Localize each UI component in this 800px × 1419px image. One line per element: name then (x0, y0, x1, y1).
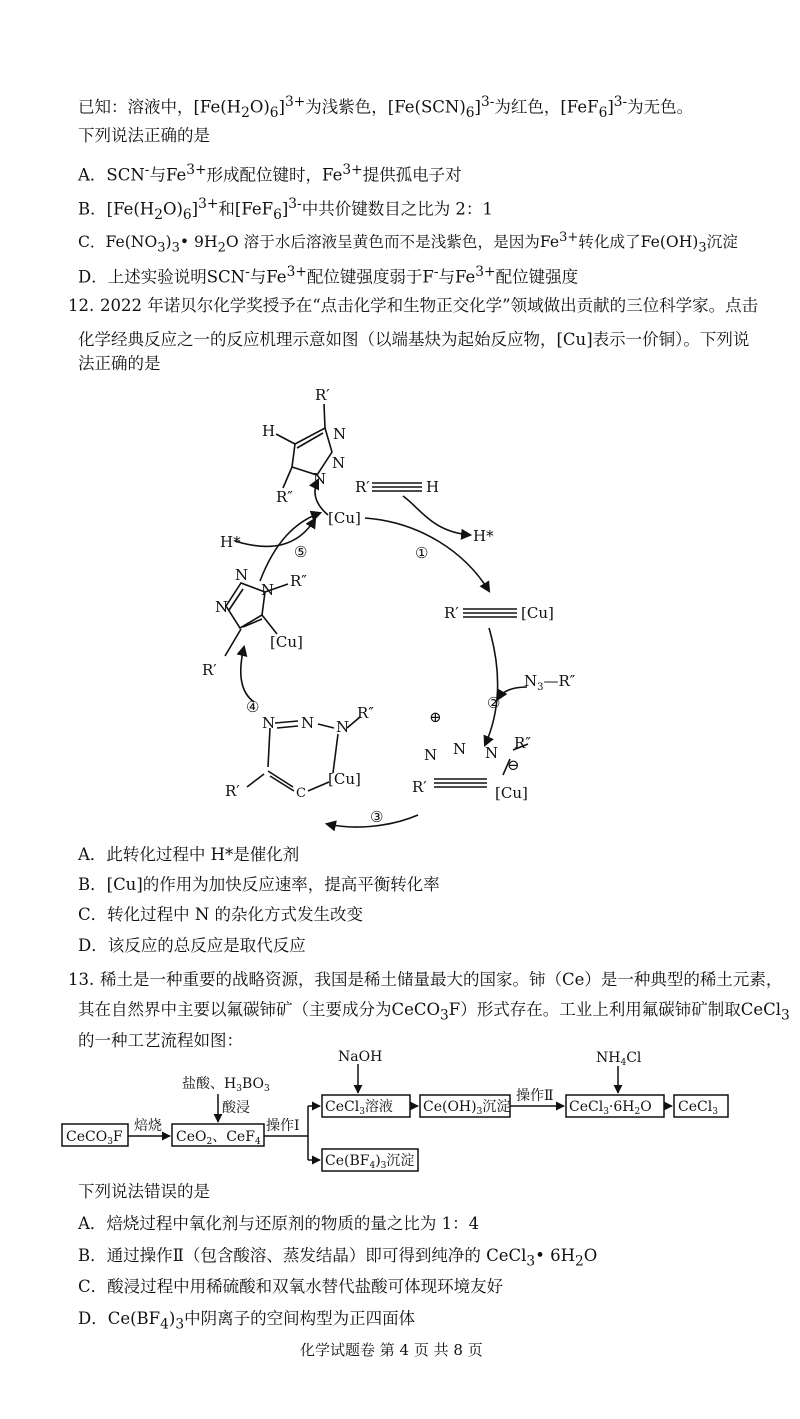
q13-option-d: D．$Ce(BF_4)_3$中阴离子的空间构型为正四面体 (78, 1309, 416, 1333)
q13-option-b: B．通过操作Ⅱ（包含酸溶、蒸发结晶）即可得到纯净的 CeCl$_3$• $6H_2O$ (78, 1246, 598, 1270)
acetylide-cu-label: [Cu] (521, 604, 554, 622)
box4-label: $Ce(OH)_3$沉淀 (423, 1099, 511, 1117)
step5-label: ⑤ (294, 543, 308, 561)
q12-option-c: C．转化过程中 N 的杂化方式发生改变 (78, 905, 364, 924)
triazolide-n-left-label: N (215, 598, 229, 616)
box7-label: $Ce(BF_4)_3$沉淀 (325, 1153, 415, 1171)
q13-stem-line3: 的一种工艺流程如图： (78, 1031, 243, 1050)
azide-reagent-label: $N_3—R''$ (524, 672, 576, 693)
box2-label: CeO$_2$、CeF$_4$ (176, 1129, 261, 1147)
product-triazole-ring (292, 428, 332, 475)
product-r-prime-label: R′ (315, 386, 330, 404)
q12-stem-line1: 2022 年诺贝尔化学奖授予在“点击化学和生物正交化学”领域做出贡献的三位科学家。点击 (100, 296, 759, 315)
alkyne-r-prime-label: R′ (355, 478, 370, 496)
intermediate-cu-label: [Cu] (495, 784, 528, 802)
q13-sub-stem: 下列说法错误的是 (78, 1182, 210, 1201)
leach-label: 酸浸 (222, 1100, 250, 1116)
ring-n1-label: N (262, 714, 276, 732)
ring-n2-label: N (301, 714, 315, 732)
q11-option-c: C．$Fe(NO_3)_3•$ $9H_2O$ 溶于水后溶液呈黄色而不是浅紫色，是因为$Fe^{3+}$转化成了$Fe(OH)_3$沉淀 (78, 230, 738, 256)
azide-plus-charge: ⊕ (429, 708, 442, 726)
box1-label: CeCO$_3$F (66, 1129, 123, 1147)
triazolide-r-double-prime-label: R″ (290, 572, 307, 590)
q11-stem: 下列说法正确的是 (78, 126, 210, 145)
reagent-label: 盐酸、$H_3BO_3$ (182, 1076, 270, 1094)
azide-n2-label: N (453, 740, 467, 758)
catalyst-cu-label: [Cu] (328, 509, 361, 527)
azide-n1-label: N (424, 746, 438, 764)
alkyne-h-label: H (426, 478, 440, 496)
page-footer: 化学试题卷 第 4 页 共 8 页 (300, 1341, 483, 1359)
q13-option-a: A．焙烧过程中氧化剂与还原剂的物质的量之比为 1：4 (78, 1214, 480, 1233)
q13-stem-line2: 其在自然界中主要以氟碳铈矿（主要成分为CeCO$_3$F）形式存在。工业上利用氟碳铈矿制取CeCl$_3$ (78, 1000, 790, 1024)
q11-option-a: A．SCN-与$Fe^{3+}$形成配位键时，$Fe^{3+}$提供孤电子对 (78, 162, 462, 185)
h-star-release-label: H* (473, 527, 494, 545)
q11-option-d: D．上述实验说明SCN-与$Fe^{3+}$配位键强度弱于F-与$Fe^{3+}$配位键强度 (78, 264, 579, 287)
product-n3-label: N (333, 425, 347, 443)
q12-number: 12. (68, 296, 95, 315)
operation1-label: 操作Ⅰ (266, 1118, 300, 1134)
q11-option-b: B．$[Fe(H_2O)_6]^{3+}$和$[FeF_6]^{3-}$中共价键数目之比为 2：1 (78, 196, 493, 223)
cerium-process-flowchart (58, 1048, 738, 1178)
q12-option-a: A．此转化过程中 H*是催化剂 (78, 845, 300, 864)
acetylide-r-prime-label: R′ (444, 604, 459, 622)
product-r-double-prime-label: R″ (276, 488, 293, 506)
azide-entry-arrow (498, 687, 527, 699)
product-h-label: H (262, 422, 276, 440)
q12-option-b: B．[Cu]的作用为加快反应速率，提高平衡转化率 (78, 875, 440, 894)
ring-n3-label: N (336, 718, 350, 736)
azide-n3-label: N (485, 744, 499, 762)
ring-r-double-prime-label: R″ (357, 704, 374, 722)
click-chemistry-mechanism-diagram (180, 372, 600, 832)
h-star-entry-label: H* (220, 533, 241, 551)
step1-label: ① (415, 544, 429, 562)
step2-label: ② (487, 694, 501, 712)
triazolide-r-prime-label: R′ (202, 661, 217, 679)
known-statement: 已知：溶液中，$[Fe(H_2O)_6]^{3+}$为浅紫色，$[Fe(SCN)_6]^{3-}$为红色，$[FeF_6]^{3-}$为无色。 (78, 94, 694, 121)
triazolide-n-right-label: N (261, 581, 275, 599)
azide-minus-charge: ⊖ (507, 756, 520, 774)
triazolide-cu-label: [Cu] (270, 633, 303, 651)
q13-option-c: C．酸浸过程中用稀硫酸和双氧水替代盐酸可体现环境友好 (78, 1277, 504, 1296)
product-n2-label: N (332, 454, 346, 472)
ring-c-label: C (296, 786, 306, 801)
triazolide-n-top-label: N (235, 566, 249, 584)
ring-r-prime-label: R′ (225, 782, 240, 800)
step4-label: ④ (246, 698, 260, 716)
step2-arrow (485, 628, 501, 745)
roast-label: 焙烧 (134, 1118, 162, 1134)
box3-label: CeCl$_3$溶液 (325, 1099, 393, 1117)
q12-option-d: D．该反应的总反应是取代反应 (78, 936, 306, 955)
q12-stem-line3: 法正确的是 (78, 354, 161, 373)
operation2-label: 操作Ⅱ (516, 1088, 554, 1104)
step4-arrow (241, 647, 254, 702)
azide-r-double-prime-label: R″ (514, 734, 531, 752)
step3-label: ③ (370, 808, 384, 826)
naoh-label: NaOH (338, 1049, 383, 1065)
ring-cu-label: [Cu] (328, 770, 361, 788)
box5-label: $CeCl_3\cdot 6H_2O$ (569, 1099, 652, 1117)
intermediate-r-prime-label: R′ (412, 778, 427, 796)
q13-number: 13. (68, 970, 95, 989)
nh4cl-label: $NH_4Cl$ (596, 1050, 642, 1068)
box6-label: CeCl$_3$ (678, 1099, 718, 1117)
q13-stem-line1: 稀土是一种重要的战略资源，我国是稀土储量最大的国家。铈（Ce）是一种典型的稀土元素， (100, 970, 783, 989)
product-n1-label: N (313, 470, 327, 488)
q12-stem-line2: 化学经典反应之一的反应机理示意如图（以端基炔为起始反应物，[Cu]表示一价铜）。下列说 (78, 330, 750, 349)
